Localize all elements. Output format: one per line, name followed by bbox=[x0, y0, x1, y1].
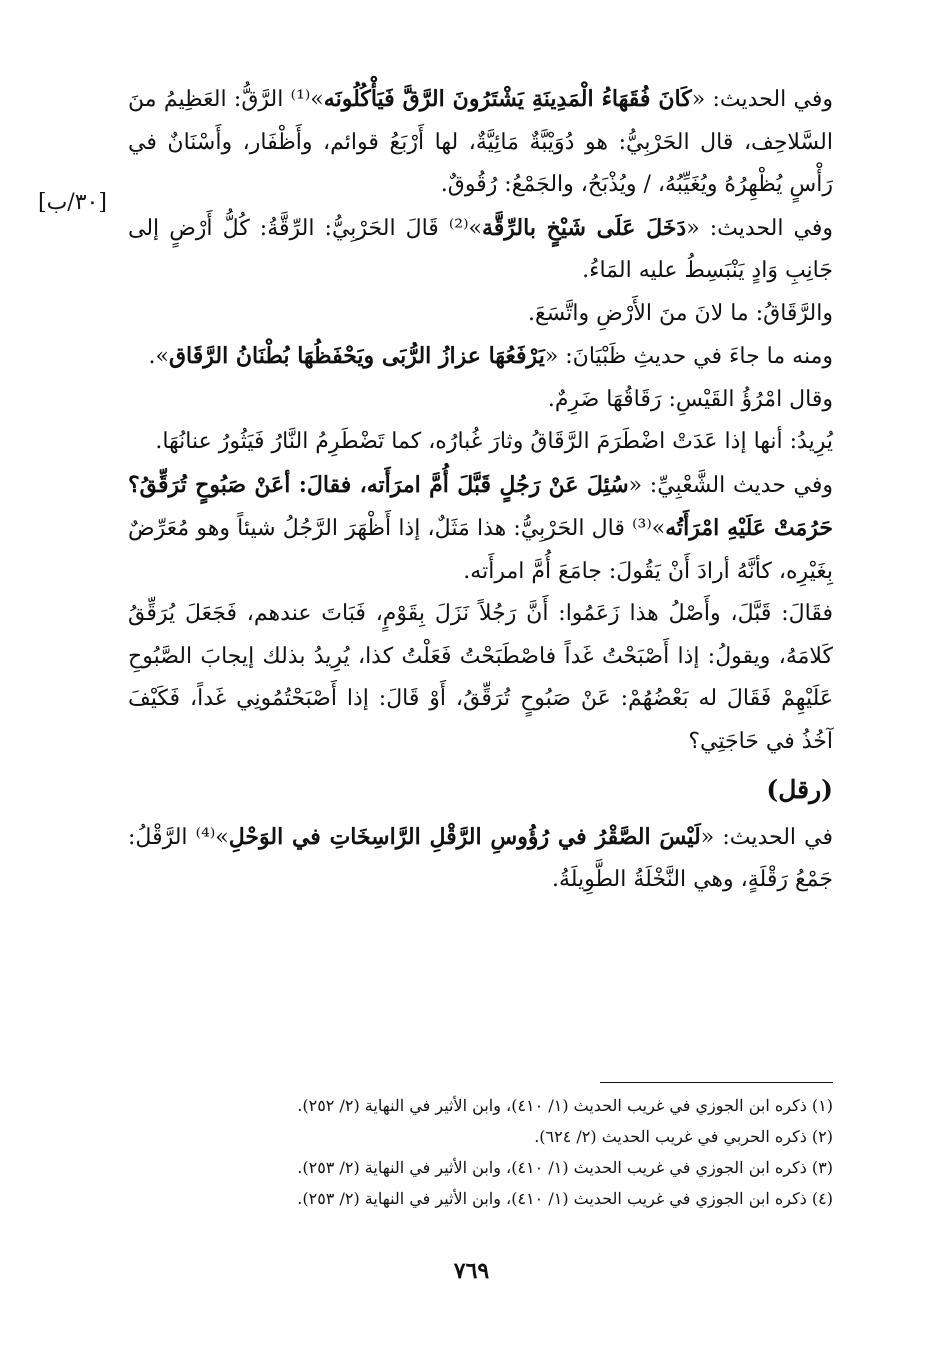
footnote: (١) ذكره ابن الجوزي في غريب الحديث (١/ ٤١٠)، وابن الأثير في النهاية (٢/ ٢٥٢). bbox=[297, 1096, 833, 1115]
footnote-separator bbox=[600, 1082, 833, 1083]
entry-paragraphs bbox=[128, 78, 833, 763]
paragraph-text: »⁽¹⁾ الرَّقُّ: العَظِيمُ منَ السَّلاحِف، قال الحَرْبِيُّ: هو دُوَيْبَّةٌ مَائِيَّةٌ، لها أَرْبَعُ قوائم، وأَظْفَار، وأَسْنَانٌ في رَأْسٍ يُظْهِرُهُ ويُغَيِّبُهُ، / ويُذْبَحُ، والجَمْعُ: رُقُوقٌ. bbox=[128, 87, 833, 197]
paragraph-text: وقال امْرُؤُ القَيْسِ: رَقَاقُهَا ضَرِمٌ. bbox=[547, 386, 833, 412]
manuscript-folio-reference: [٣٠/ب] bbox=[38, 190, 107, 215]
paragraph-text: »⁽³⁾ قال الحَرْبِيُّ: هذا مَثَلٌ، إذا أَظْهَرَ الرَّجُلُ شيئاً وهو مُعَرِّضٌ بِغَيْرِه، كأنَّهُ أرادَ أَنْ يَقُولَ: جامَعَ أُمَّ امرأَته. bbox=[128, 516, 833, 584]
page-number: ٧٦٩ bbox=[453, 1258, 490, 1284]
paragraph-text: ». bbox=[148, 344, 169, 369]
paragraph bbox=[128, 421, 833, 464]
paragraph-text: »⁽⁴⁾ الرَّقْلُ: جَمْعُ رَقْلَةٍ، وهي النَّخْلَةُ الطَّوِيلَةُ. bbox=[128, 824, 833, 892]
footnote: (٣) ذكره ابن الجوزي في غريب الحديث (١/ ٤١٠)، وابن الأثير في النهاية (٢/ ٢٥٣). bbox=[297, 1158, 833, 1177]
paragraph-text: »⁽²⁾ قَالَ الحَرْبِيُّ: الرِّقَّةُ: كُلُّ أَرْضٍ إلى جَانِبِ وَادٍ يَنْبَسِطُ عليه المَاءُ. bbox=[128, 215, 833, 283]
paragraph bbox=[128, 464, 833, 594]
hadith-quote: كَانَ فُقَهَاءُ الْمَدِينَةِ يَشْتَرُونَ الرَّقَّ فَيَأْكُلُونَه bbox=[323, 86, 692, 112]
paragraph bbox=[128, 816, 833, 902]
main-text bbox=[128, 78, 833, 902]
paragraph-text: وفي الحديث: « bbox=[686, 215, 833, 241]
paragraph bbox=[128, 207, 833, 293]
footnote: (٢) ذكره الحربي في غريب الحديث (٢/ ٦٢٤). bbox=[534, 1127, 833, 1146]
paragraph-text: في الحديث: « bbox=[700, 824, 833, 850]
paragraph bbox=[128, 335, 833, 379]
paragraph bbox=[128, 379, 833, 422]
paragraph bbox=[128, 593, 833, 763]
hadith-quote: دَخَلَ عَلَى شَيْخٍ بالرِّقَّة bbox=[481, 214, 687, 241]
section-heading: (رقل) bbox=[766, 775, 833, 804]
paragraph-text: والرَّقَاقُ: ما لانَ منَ الأَرْضِ واتَّسَعَ. bbox=[527, 300, 833, 326]
paragraph bbox=[128, 78, 833, 207]
paragraph-text: وفي حديث الشَّعْبِيِّ: « bbox=[628, 472, 833, 498]
paragraph-text: وفي الحديث: « bbox=[691, 87, 833, 112]
paragraph-text: فقَالَ: قَبَّلَ، وأَصْلُ هذا زَعَمُوا: أَنَّ رَجُلاً نَزَلَ بِقَوْمٍ، فَبَاتَ عندهم، فَجَعَلَ يُرَقِّقُ كَلامَهُ، ويقولُ: إذا أَصْبَحْتُ غَداً فاصْطَبَحْتُ فَعَلْتُ كذا، يُرِيدُ بذلك إيجابَ الصَّبُوحِ عَلَيْهِمْ فَقَالَ له بَعْضُهُمْ: عَنْ صَبُوحٍ تُرَقِّقُ، أَوْ قَالَ: إذا أَصْبَحْتُمُونِي غَداً، فَكَيْفَ آخُذُ في حَاجَتِي؟ bbox=[128, 601, 833, 754]
entry-paragraphs-raql bbox=[128, 816, 833, 902]
footnotes bbox=[150, 1090, 833, 1214]
hadith-quote: سُئِلَ عَنْ رَجُلٍ قَبَّلَ أُمَّ امرَأَته، فقالَ: أعَنْ صَبُوحٍ تُرَقِّقُ؟ حَرُمَتْ عَلَيْهِ امْرَأَتُه bbox=[128, 471, 833, 541]
hadith-quote: لَيْسَ الصَّقْرُ في رُؤُوسِ الرَّقْلِ الرَّاسِخَاتِ في الوَحْلِ bbox=[228, 823, 701, 850]
footnote: (٤) ذكره ابن الجوزي في غريب الحديث (١/ ٤١٠)، وابن الأثير في النهاية (٢/ ٢٥٣). bbox=[297, 1189, 833, 1208]
paragraph-text: ومنه ما جاءَ في حديثِ ظَبْيَانَ: « bbox=[544, 344, 833, 369]
hadith-quote: يَرْفَعُهَا عزازُ الرُّبَى ويَحْفَظُهَا بُطْنَانُ الرَّقَاق bbox=[168, 343, 545, 369]
paragraph bbox=[128, 293, 833, 336]
paragraph-text: يُرِيدُ: أنها إذا عَدَتْ اضْطَرَمَ الرَّقَاقُ وثارَ غُبارُه، كما تَضْطَرِمُ النَّارُ فَيَثُورُ عنانُهَا. bbox=[155, 429, 833, 454]
